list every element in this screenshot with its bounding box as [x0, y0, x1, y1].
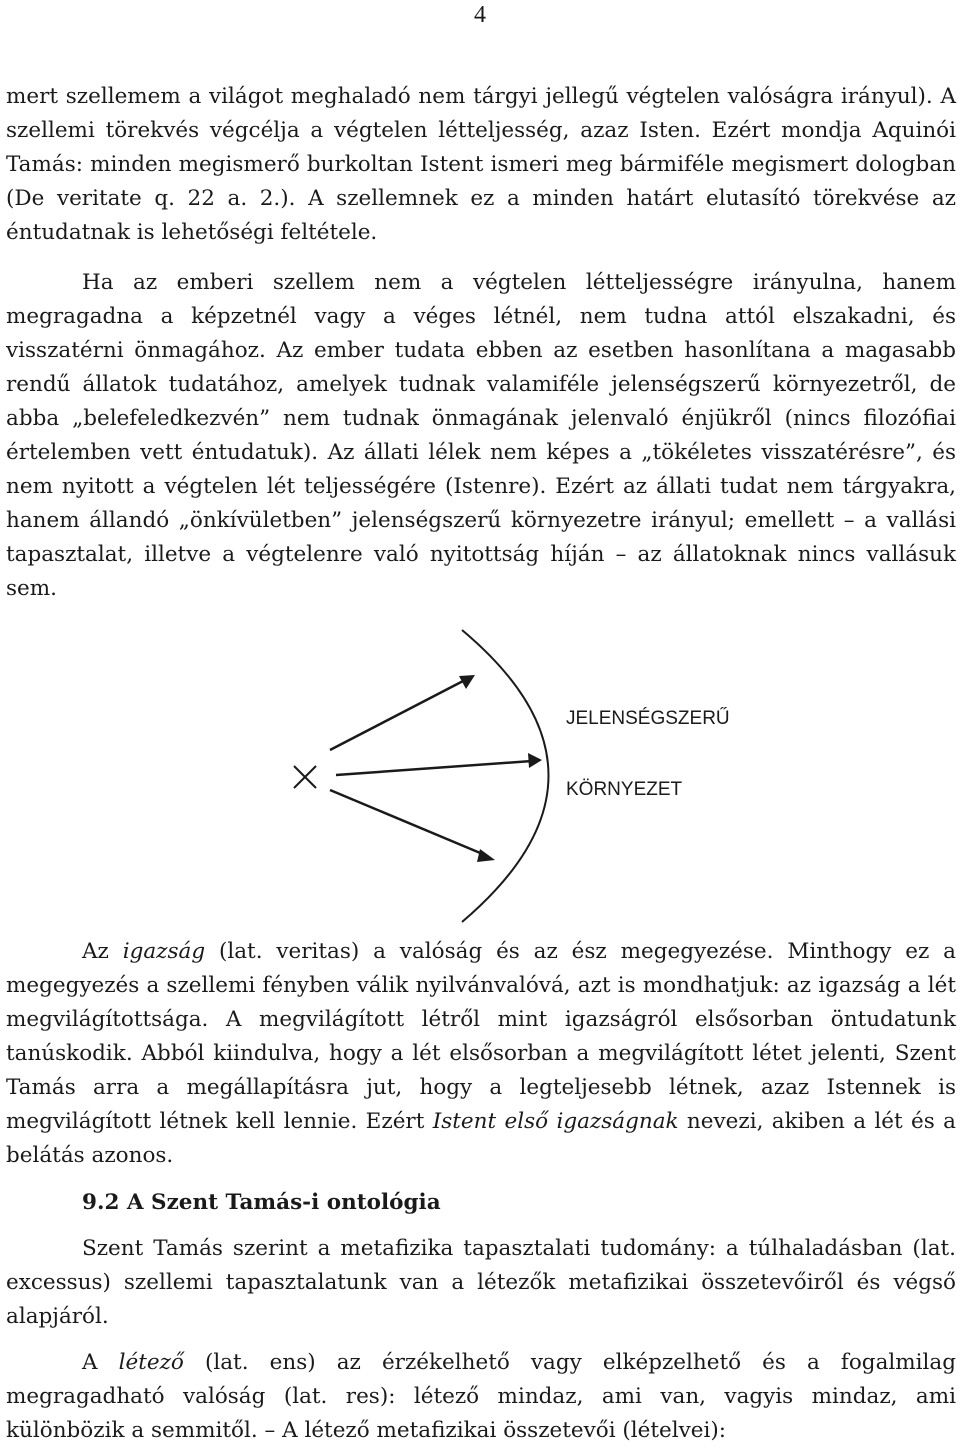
section-heading: 9.2 A Szent Tamás-i ontológia	[82, 1190, 441, 1215]
text-run: Ha az emberi szellem nem a végtelen létteljességre irányulna, hanem megragadna a képzetnél vagy a véges létnél, nem tudna attól elszakadni, és visszatérni önmagához. Az ember tudata ebben az esetben hasonlítana a magasabb rendű állatok tudatához, amelyek tudnak valamiféle jelenségszerű környezetről, de abba „belefeledkezvén” nem tudnak önmagának jelenvaló énjükről (nincs filozófiai értelemben vett éntudatuk). Az állati lélek nem képes a „tökéletes visszatérésre”, és nem nyitott a végtelen lét teljességére (Istenre). Ezért az állati tudat nem tárgyakra, hanem állandó „önkívületben” jelenségszerű környezetre irányul; emellett – a vallási tapasztalat, illetve a végtelenre való nyitottság híján – az állatoknak nincs vallásuk sem.	[6, 270, 956, 601]
text-run: mert szellemem a világot meghaladó nem tárgyi jellegű végtelen valóságra irányul). A szellemi törekvés végcélja a végtelen létteljesség, azaz Isten. Ezért mondja Aquinói Tamás: minden megismerő burkoltan Istent ismeri meg bármiféle megismert dologban (De veritate q. 22 a. 2.). A szellemnek ez a minden határt elutasító törekvése az éntudatnak is lehetőségi feltétele.	[6, 84, 956, 245]
paragraph-5	[6, 1346, 956, 1448]
paragraph-3	[6, 935, 956, 1173]
paragraph-text	[6, 1232, 956, 1334]
text-run: (lat. veritas) a valóság és az ész megegyezése. Minthogy ez a megegyezés a szellemi fényben válik nyilvánvalóvá, azt is mondhatjuk: az igazság a lét megvilágítottsága. A megvilágított létről mint igazságról elsősorban öntudatunk tanúskodik. Abból kiindulva, hogy a lét elsősorban a megvilágított létet jelenti, Szent Tamás arra a megállapításra jut, hogy a legteljesebb létnek, azaz Istennek is megvilágított létnek kell lennie. Ezért	[6, 939, 956, 1134]
page-number: 4	[474, 2, 486, 28]
diagram-label-line-1: JELENSÉGSZERŰ	[566, 708, 730, 729]
paragraph-1	[6, 80, 956, 250]
italic-term: igazság	[122, 939, 206, 964]
text-run: (lat. ens) az érzékelhető vagy elképzelhető és a fogalmilag megragadható valóság (lat. res): létező mindaz, ami van, vagyis mindaz, ami különbözik a semmitől. – A létező metafizikai összetevői (lételvei):	[6, 1350, 956, 1443]
text-run: Szent Tamás szerint a metafizika tapasztalati tudomány: a túlhaladásban (lat. excessus) szellemi tapasztalatunk van a létezők metafizikai összetevőiről és végső alapjáról.	[6, 1236, 956, 1329]
italic-term: Istent első igazságnak	[432, 1109, 679, 1134]
text-run: Az	[82, 939, 123, 964]
paragraph-text	[6, 80, 956, 250]
text-run: nevezi, akiben a lét és a belátás azonos.	[6, 1109, 956, 1168]
paragraph-4	[6, 1232, 956, 1334]
subject-cross-icon	[294, 766, 316, 788]
paragraph-text	[6, 266, 956, 606]
text-run: A	[82, 1350, 119, 1375]
consciousness-diagram	[280, 620, 740, 930]
paragraph-text	[6, 935, 956, 1173]
diagram-label-line-2: KÖRNYEZET	[566, 779, 683, 800]
arrow-icon	[330, 790, 495, 862]
arrow-icon	[336, 753, 542, 775]
paragraph-2	[6, 266, 956, 606]
paragraph-text	[6, 1346, 956, 1448]
horizon-arc-icon	[462, 630, 549, 922]
italic-term: létező	[118, 1350, 184, 1375]
arrow-icon	[330, 675, 475, 750]
